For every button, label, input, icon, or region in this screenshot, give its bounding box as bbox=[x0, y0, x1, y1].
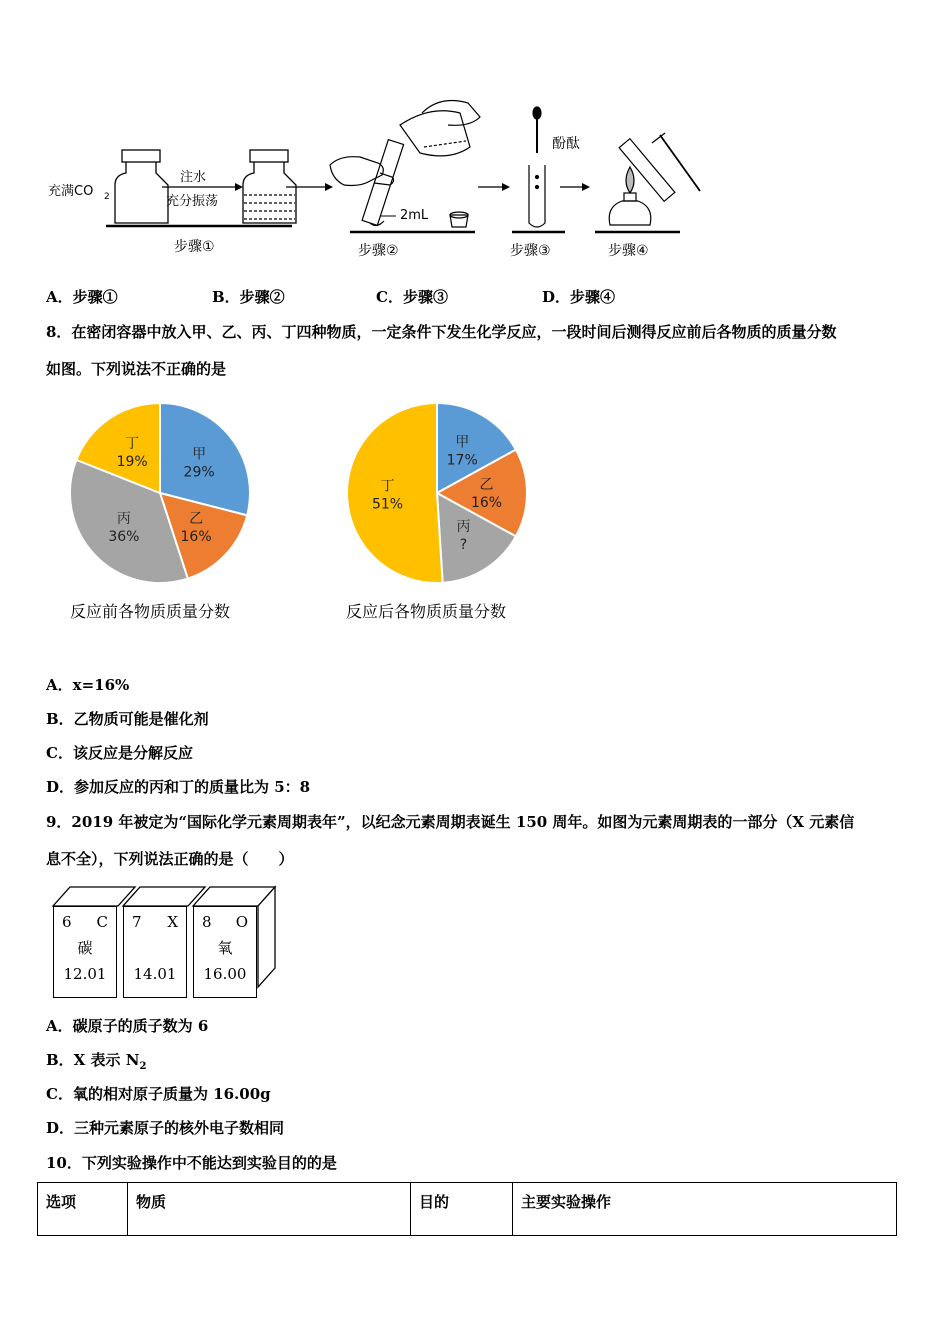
q7-option-b: B．步骤② bbox=[212, 288, 285, 306]
pie-label-value: 51% bbox=[371, 496, 404, 513]
pie-label-value: 19% bbox=[116, 454, 148, 471]
step4-label: 步骤④ bbox=[608, 243, 649, 259]
pie-label-name: 丁 bbox=[380, 478, 395, 495]
stopper bbox=[450, 212, 468, 227]
atomic-mass: 16.00 bbox=[203, 965, 247, 983]
element-symbol: C bbox=[96, 913, 108, 931]
pie-label-name: 甲 bbox=[455, 434, 470, 451]
arrow-head bbox=[325, 183, 333, 191]
element-cell-carbon bbox=[53, 906, 117, 998]
q7-option-d: D．步骤④ bbox=[542, 288, 616, 306]
pouring-hand bbox=[330, 101, 480, 226]
arrow-bottom-label: 充分振荡 bbox=[166, 194, 219, 209]
co2-bottle bbox=[115, 150, 168, 223]
pie-label-value: 29% bbox=[183, 464, 215, 481]
pie-before-caption: 反应前各物质质量分数 bbox=[70, 602, 231, 621]
element-cell-x bbox=[123, 906, 187, 998]
q8-stem-line1: 8．在密闭容器中放入甲、乙、丙、丁四种物质，一定条件下发生化学反应，一段时间后测得反应前后各物质的质量分数 bbox=[46, 323, 837, 341]
alcohol-lamp bbox=[609, 167, 651, 225]
atomic-number: 6 bbox=[62, 913, 72, 931]
pie-label-value: ? bbox=[459, 536, 468, 553]
co2-label: 充满CO bbox=[48, 184, 94, 199]
volume-label: 2mL bbox=[400, 208, 429, 223]
q9-stem-line2: 息不全），下列说法正确的是（ ） bbox=[46, 850, 294, 868]
q7-experiment-figure bbox=[40, 95, 740, 270]
pie-chart-before bbox=[60, 395, 260, 590]
header-purpose: 目的 bbox=[411, 1183, 513, 1236]
q8-option-b: B．乙物质可能是催化剂 bbox=[46, 710, 209, 728]
q8-option-a: A．x=16% bbox=[46, 676, 130, 694]
pie-label-name: 甲 bbox=[192, 446, 207, 463]
pie-slice-丁 bbox=[347, 403, 443, 583]
q9-option-d: D．三种元素原子的核外电子数相同 bbox=[46, 1119, 285, 1137]
q9-option-a: A．碳原子的质子数为 6 bbox=[46, 1017, 209, 1035]
q9-option-c: C．氧的相对原子质量为 16.00g bbox=[46, 1085, 271, 1103]
pie-label-name: 乙 bbox=[479, 477, 494, 493]
q9-option-b-subscript: 2 bbox=[139, 1061, 147, 1072]
pie-label-value: 16% bbox=[470, 495, 503, 511]
header-option: 选项 bbox=[38, 1183, 128, 1236]
element-symbol: X bbox=[167, 913, 178, 931]
element-name: 氧 bbox=[217, 939, 233, 957]
q8-option-d: D．参加反应的丙和丁的质量比为 5：8 bbox=[46, 778, 311, 796]
arrow-top-label: 注水 bbox=[180, 170, 207, 185]
element-cell-oxygen bbox=[193, 906, 257, 998]
phenolphthalein-label: 酚酞 bbox=[552, 136, 580, 152]
pie-label-name: 丁 bbox=[125, 436, 140, 453]
pie-label-name: 丙 bbox=[456, 518, 471, 535]
q9-option-b-text: B．X 表示 N bbox=[46, 1051, 140, 1069]
arrow-head bbox=[582, 183, 590, 191]
atomic-number: 7 bbox=[132, 913, 142, 931]
dropper bbox=[533, 107, 541, 153]
element-name: 碳 bbox=[77, 939, 93, 957]
header-operation: 主要实验操作 bbox=[513, 1183, 897, 1236]
step2-label: 步骤② bbox=[358, 243, 399, 259]
pie-label-name: 乙 bbox=[189, 510, 204, 527]
q8-stem-line2: 如图。下列说法不正确的是 bbox=[46, 360, 227, 378]
pie-label-value: 16% bbox=[180, 528, 212, 545]
atomic-number: 8 bbox=[202, 913, 212, 931]
arrow-head bbox=[235, 183, 243, 191]
test-tube bbox=[529, 165, 545, 227]
q7-option-a: A．步骤① bbox=[46, 288, 118, 306]
atomic-mass: 14.01 bbox=[133, 965, 177, 983]
pie-label-value: 17% bbox=[446, 452, 478, 469]
co2-subscript: 2 bbox=[104, 192, 110, 202]
q7-option-c: C．步骤③ bbox=[376, 288, 448, 306]
header-substance: 物质 bbox=[128, 1183, 411, 1236]
q10-stem: 10．下列实验操作中不能达到实验目的的是 bbox=[46, 1154, 337, 1172]
pie-label-name: 丙 bbox=[116, 510, 131, 527]
q10-table bbox=[37, 1182, 897, 1236]
pie-label-value: 36% bbox=[108, 528, 140, 545]
table-header-row bbox=[38, 1183, 897, 1236]
element-symbol: O bbox=[235, 913, 248, 931]
arrow-head bbox=[502, 183, 510, 191]
step3-label: 步骤③ bbox=[510, 243, 551, 259]
q9-option-b bbox=[46, 1049, 146, 1072]
step1-label: 步骤① bbox=[174, 239, 215, 255]
pie-after-caption: 反应后各物质质量分数 bbox=[346, 602, 507, 621]
pie-chart-after bbox=[337, 395, 537, 590]
q9-stem-line1: 9．2019 年被定为“国际化学元素周期表年”，以纪念元素周期表诞生 150 周年。如图为元素周期表的一部分（X 元素信 bbox=[46, 813, 855, 831]
q8-option-c: C．该反应是分解反应 bbox=[46, 744, 193, 762]
atomic-mass: 12.01 bbox=[63, 965, 107, 983]
